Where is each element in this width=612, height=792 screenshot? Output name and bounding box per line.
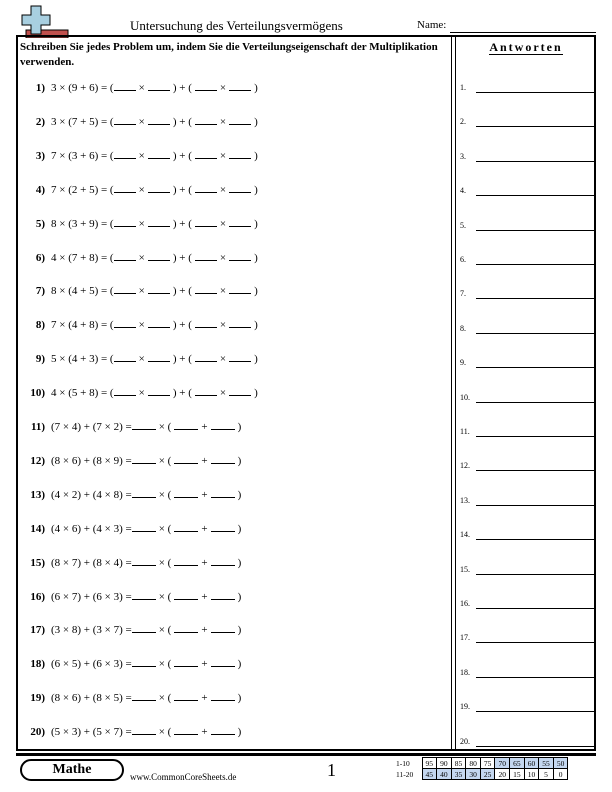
problem-number: 20) (30, 726, 45, 739)
answer-blank[interactable] (229, 183, 251, 193)
operator: ) (254, 353, 258, 366)
problem-number: 18) (30, 658, 45, 671)
problem-row (20, 115, 261, 131)
answer-blank[interactable] (229, 81, 251, 91)
answer-blank[interactable] (114, 284, 136, 294)
answer-row (460, 112, 594, 128)
answer-row (460, 628, 594, 644)
answer-number: 7. (460, 289, 466, 299)
answer-blank[interactable] (148, 352, 170, 362)
problem-number: 12) (30, 454, 45, 467)
operator: × (219, 82, 227, 94)
answer-blank[interactable] (148, 183, 170, 193)
problem-row (20, 623, 244, 639)
answer-line[interactable] (476, 367, 594, 368)
answer-blank[interactable] (195, 183, 217, 193)
operator: ) (237, 590, 242, 603)
operator: × (138, 387, 145, 400)
answer-row (460, 250, 594, 266)
answer-blank[interactable] (148, 284, 170, 294)
answer-number: 20. (460, 736, 470, 746)
answer-number: 19. (460, 702, 470, 712)
answer-blank[interactable] (114, 318, 136, 328)
score-cell: 10 (524, 769, 539, 780)
problem-expression: 7 × (3 + 6) = ( (51, 149, 114, 162)
operator: + (201, 421, 208, 433)
subject-badge: Mathe (20, 759, 124, 781)
operator: × (138, 353, 145, 366)
score-row (396, 769, 568, 780)
answer-blank[interactable] (211, 725, 235, 735)
answer-line[interactable] (476, 161, 594, 162)
problem-expression: (4 × 6) + (4 × 3) = (51, 522, 132, 535)
operator: ) (254, 251, 258, 264)
problem-row (20, 217, 261, 233)
problem-row (20, 251, 261, 267)
problem-number: 10) (30, 387, 45, 400)
page-title: Untersuchung des Verteilungsvermögens (130, 18, 343, 33)
score-table (396, 757, 568, 780)
problem-expression: 3 × (7 + 5) = ( (51, 115, 114, 128)
score-cell: 40 (437, 769, 452, 780)
operator: × ( (158, 454, 172, 467)
problem-expression: 8 × (4 + 5) = ( (51, 285, 114, 298)
answer-number: 9. (460, 358, 466, 368)
answer-blank[interactable] (148, 81, 170, 91)
answer-blank[interactable] (132, 454, 156, 464)
score-cell: 30 (466, 769, 481, 780)
answer-blank[interactable] (148, 318, 170, 328)
answer-number: 2. (460, 117, 466, 127)
answer-row (460, 697, 594, 713)
answer-blank[interactable] (132, 488, 156, 498)
answer-row (460, 491, 594, 507)
answer-blank[interactable] (132, 623, 156, 633)
operator: ) (254, 319, 258, 332)
operator: ) (237, 726, 242, 739)
problem-expression: (8 × 6) + (8 × 9) = (51, 454, 132, 467)
problem-expression: (8 × 6) + (8 × 5) = (51, 692, 132, 705)
operator: × (138, 251, 145, 264)
operator: ) + ( (172, 217, 192, 230)
operator: × (219, 387, 227, 400)
score-cell: 5 (539, 769, 554, 780)
answer-number: 5. (460, 220, 466, 230)
answer-line[interactable] (476, 746, 594, 747)
answer-number: 15. (460, 564, 470, 574)
score-cell: 80 (466, 758, 481, 769)
operator: ) + ( (172, 353, 192, 366)
answer-blank[interactable] (211, 488, 235, 498)
problem-number: 8) (35, 319, 45, 332)
answer-row (460, 353, 594, 369)
answer-row (460, 147, 594, 163)
answer-line[interactable] (476, 333, 594, 334)
answer-blank[interactable] (132, 420, 156, 430)
answer-line[interactable] (476, 195, 594, 196)
answer-blank[interactable] (174, 590, 198, 600)
operator: ) (254, 217, 258, 230)
problem-expression: 4 × (7 + 8) = ( (51, 251, 114, 264)
answer-line[interactable] (476, 505, 594, 506)
answer-blank[interactable] (132, 590, 156, 600)
answer-blank[interactable] (132, 691, 156, 701)
operator: × (138, 115, 145, 128)
operator: ) + ( (172, 285, 192, 298)
operator: ) (237, 658, 242, 671)
answer-row (460, 732, 594, 748)
operator: × (138, 319, 145, 332)
answer-blank[interactable] (211, 691, 235, 701)
answer-line[interactable] (476, 677, 594, 678)
operator: ) + ( (172, 183, 192, 196)
score-cell: 45 (422, 769, 437, 780)
answer-number: 11. (460, 427, 470, 436)
answer-blank[interactable] (195, 81, 217, 91)
answer-blank[interactable] (114, 251, 136, 261)
answer-line[interactable] (476, 539, 594, 540)
answer-row (460, 284, 594, 300)
score-cell: 75 (480, 758, 495, 769)
answer-blank[interactable] (148, 149, 170, 159)
operator: × (138, 149, 145, 162)
answer-blank[interactable] (148, 386, 170, 396)
problem-row (20, 522, 244, 538)
answer-row (460, 663, 594, 679)
operator: × ( (158, 488, 172, 501)
operator: ) (237, 421, 242, 433)
problem-number: 9) (35, 353, 45, 366)
answer-blank[interactable] (174, 420, 198, 430)
problem-number: 1) (35, 82, 45, 94)
answer-blank[interactable] (195, 318, 217, 328)
problem-expression: 8 × (3 + 9) = ( (51, 217, 114, 230)
problem-expression: (5 × 3) + (5 × 7) = (51, 726, 132, 739)
operator: ) + ( (172, 115, 192, 128)
answer-blank[interactable] (174, 691, 198, 701)
score-cell: 55 (539, 758, 554, 769)
name-label: Name: (417, 19, 447, 31)
operator: × ( (158, 421, 172, 433)
answer-blank[interactable] (211, 454, 235, 464)
problem-row (20, 420, 244, 436)
answer-blank[interactable] (174, 725, 198, 735)
operator: × (138, 82, 145, 94)
problem-row (20, 454, 244, 470)
answer-row (460, 456, 594, 472)
problem-number: 3) (35, 149, 45, 162)
problem-number: 5) (35, 217, 45, 230)
answer-line[interactable] (476, 470, 594, 471)
answer-blank[interactable] (174, 488, 198, 498)
operator: ) (254, 82, 258, 94)
answer-number: 10. (460, 392, 470, 402)
operator: + (201, 556, 208, 569)
problem-expression: 5 × (4 + 3) = ( (51, 353, 114, 366)
operator: + (201, 590, 208, 603)
operator: × ( (158, 692, 172, 705)
problem-number: 6) (35, 251, 45, 264)
answer-blank[interactable] (174, 522, 198, 532)
answer-line[interactable] (476, 436, 594, 437)
problem-row (20, 725, 244, 741)
operator: × (219, 319, 227, 332)
problem-expression: 7 × (2 + 5) = ( (51, 183, 114, 196)
problem-row (20, 352, 261, 368)
answer-row (460, 216, 594, 232)
answer-blank[interactable] (211, 623, 235, 633)
answer-blank[interactable] (132, 556, 156, 566)
answer-blank[interactable] (195, 149, 217, 159)
answer-blank[interactable] (211, 590, 235, 600)
problem-row (20, 657, 244, 673)
problem-row (20, 488, 244, 504)
score-cell: 25 (480, 769, 495, 780)
score-cell: 50 (553, 758, 568, 769)
operator: + (201, 522, 208, 535)
answer-blank[interactable] (114, 149, 136, 159)
answer-blank[interactable] (195, 352, 217, 362)
problem-number: 19) (30, 692, 45, 705)
answer-blank[interactable] (195, 251, 217, 261)
score-cell: 95 (422, 758, 437, 769)
answer-blank[interactable] (229, 149, 251, 159)
operator: + (201, 692, 208, 705)
answer-line[interactable] (476, 264, 594, 265)
problem-expression: 3 × (9 + 6) = ( (51, 82, 114, 94)
answer-row (460, 78, 594, 94)
operator: × (219, 115, 227, 128)
score-cell: 60 (524, 758, 539, 769)
instructions: Schreiben Sie jedes Problem um, indem Sie die Verteilungseigenschaft der Multiplikation verwenden. (20, 41, 438, 68)
operator: ) (254, 183, 258, 196)
answer-line[interactable] (476, 230, 594, 231)
score-range-label: 11-20 (396, 769, 414, 779)
answer-blank[interactable] (132, 725, 156, 735)
answer-blank[interactable] (229, 284, 251, 294)
problem-row (20, 318, 261, 334)
answer-blank[interactable] (114, 115, 136, 125)
answer-blank[interactable] (174, 454, 198, 464)
operator: ) (237, 556, 242, 569)
answer-number: 16. (460, 599, 470, 608)
problem-number: 4) (35, 183, 45, 196)
answer-line[interactable] (476, 402, 594, 403)
answer-line[interactable] (476, 711, 594, 712)
operator: × (138, 217, 145, 230)
operator: × ( (158, 522, 172, 535)
problem-row (20, 149, 261, 165)
problem-row (20, 284, 261, 300)
operator: × (138, 285, 145, 298)
operator: + (201, 454, 208, 467)
answer-blank[interactable] (211, 657, 235, 667)
answer-number: 12. (460, 461, 470, 471)
answer-blank[interactable] (195, 284, 217, 294)
operator: × ( (158, 726, 172, 739)
answer-blank[interactable] (114, 386, 136, 396)
operator: × (219, 251, 227, 264)
operator: ) (237, 488, 242, 501)
score-cell: 70 (495, 758, 510, 769)
answer-blank[interactable] (174, 556, 198, 566)
answer-row (460, 388, 594, 404)
answer-blank[interactable] (211, 420, 235, 430)
operator: × ( (158, 658, 172, 671)
answer-row (460, 319, 594, 335)
answer-blank[interactable] (132, 657, 156, 667)
answer-number: 17. (460, 633, 470, 643)
name-field[interactable] (450, 32, 596, 33)
answer-number: 13. (460, 495, 470, 505)
operator: ) + ( (172, 319, 192, 332)
answer-blank[interactable] (148, 115, 170, 125)
answer-blank[interactable] (114, 352, 136, 362)
operator: × (219, 149, 227, 162)
problem-number: 15) (30, 556, 45, 569)
answer-number: 4. (460, 186, 466, 196)
answer-blank[interactable] (148, 251, 170, 261)
answer-number: 14. (460, 530, 470, 540)
answer-blank[interactable] (174, 657, 198, 667)
problem-number: 14) (30, 522, 45, 535)
score-cell: 20 (495, 769, 510, 780)
problem-expression: (3 × 8) + (3 × 7) = (51, 624, 132, 637)
operator: ) + ( (172, 251, 192, 264)
answer-line[interactable] (476, 126, 594, 127)
operator: ) (254, 285, 258, 298)
operator: ) (237, 624, 242, 637)
score-cell: 35 (451, 769, 466, 780)
footer-divider (16, 753, 596, 756)
answer-line[interactable] (476, 298, 594, 299)
operator: ) (254, 115, 258, 128)
answer-blank[interactable] (195, 115, 217, 125)
answer-blank[interactable] (132, 522, 156, 532)
problem-row (20, 590, 244, 606)
operator: + (201, 658, 208, 671)
plus-logo-icon (18, 4, 70, 38)
problem-row (20, 183, 261, 199)
problem-number: 7) (35, 285, 45, 298)
answer-blank[interactable] (114, 217, 136, 227)
score-cell: 65 (510, 758, 525, 769)
answer-blank[interactable] (211, 522, 235, 532)
answer-number: 18. (460, 667, 470, 677)
operator: × (219, 285, 227, 298)
operator: ) (237, 454, 242, 467)
operator: × ( (158, 556, 172, 569)
operator: + (201, 624, 208, 637)
problem-expression: (6 × 5) + (6 × 3) = (51, 658, 132, 671)
operator: ) + ( (172, 149, 192, 162)
operator: ) (237, 692, 242, 705)
answer-row (460, 560, 594, 576)
column-divider (451, 35, 456, 751)
answer-blank[interactable] (229, 217, 251, 227)
operator: + (201, 488, 208, 501)
answer-line[interactable] (476, 608, 594, 609)
answer-blank[interactable] (229, 251, 251, 261)
answer-blank[interactable] (229, 386, 251, 396)
answer-blank[interactable] (195, 386, 217, 396)
operator: ) + ( (172, 82, 192, 94)
page-number: 1 (327, 760, 336, 780)
problem-number: 16) (30, 590, 45, 603)
answer-blank[interactable] (114, 183, 136, 193)
operator: × (219, 353, 227, 366)
site-url: www.CommonCoreSheets.de (130, 772, 237, 782)
answer-number: 1. (460, 83, 466, 92)
operator: ) (254, 387, 258, 400)
answer-blank[interactable] (174, 623, 198, 633)
answer-line[interactable] (476, 92, 594, 93)
answer-row (460, 594, 594, 610)
answer-line[interactable] (476, 574, 594, 575)
problem-number: 13) (30, 488, 45, 501)
operator: × (219, 217, 227, 230)
answer-blank[interactable] (229, 352, 251, 362)
answer-row (460, 181, 594, 197)
answers-title: Antworten (489, 40, 563, 54)
problem-expression: 4 × (5 + 8) = ( (51, 387, 114, 400)
problem-number: 2) (35, 115, 45, 128)
answer-number: 8. (460, 323, 466, 333)
operator: + (201, 726, 208, 739)
operator: ) + ( (172, 387, 192, 400)
answer-blank[interactable] (148, 217, 170, 227)
problem-expression: (7 × 4) + (7 × 2) = (51, 421, 132, 433)
answer-blank[interactable] (114, 81, 136, 91)
problem-expression: (8 × 7) + (8 × 4) = (51, 556, 132, 569)
problem-row (20, 691, 244, 707)
problem-row (20, 81, 261, 97)
problem-number: 17) (30, 624, 45, 637)
answer-blank[interactable] (229, 318, 251, 328)
answer-blank[interactable] (195, 217, 217, 227)
problem-row (20, 556, 244, 572)
operator: × (219, 183, 227, 196)
problem-number: 11) (30, 421, 45, 433)
problem-expression: (6 × 7) + (6 × 3) = (51, 590, 132, 603)
answer-row (460, 525, 594, 541)
score-cell: 90 (437, 758, 452, 769)
score-cell: 15 (510, 769, 525, 780)
answer-number: 6. (460, 255, 466, 264)
operator: × ( (158, 624, 172, 637)
answer-blank[interactable] (229, 115, 251, 125)
answer-number: 3. (460, 151, 466, 161)
operator: × ( (158, 590, 172, 603)
score-row (396, 758, 568, 769)
answer-blank[interactable] (211, 556, 235, 566)
score-range-label: 1-10 (396, 758, 410, 768)
operator: ) (237, 522, 242, 535)
operator: × (138, 183, 145, 196)
problem-expression: (4 × 2) + (4 × 8) = (51, 488, 132, 501)
operator: ) (254, 149, 258, 162)
problem-row (20, 386, 261, 402)
problem-expression: 7 × (4 + 8) = ( (51, 319, 114, 332)
answer-row (460, 422, 594, 438)
answer-line[interactable] (476, 642, 594, 643)
score-cell: 0 (553, 769, 568, 780)
score-cell: 85 (451, 758, 466, 769)
